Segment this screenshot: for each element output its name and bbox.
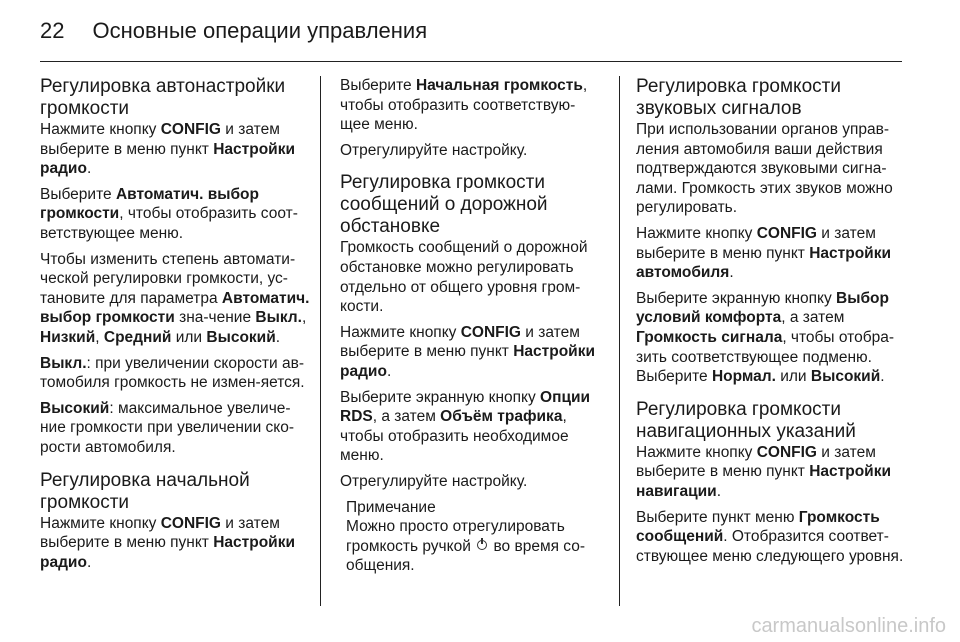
paragraph: Выберите Автоматич. выбор громкости, чтобы отобразить соот-ветствующее меню. [40,185,298,242]
paragraph: При использовании органов управ-ления автомобиля ваши действия подтверждаются звуковыми сигна-лами. Громкость этих звуков можно регулировать. [636,121,893,217]
paragraph: Выберите пункт меню Громкость сообщений. Отобразится соответ-ствующее меню следующего уровня. [636,508,904,565]
paragraph: Выберите экранную кнопку Выбор условий комфорта, а затем Громкость сигнала, чтобы отобра-зить соответствующее подменю. Выберите Нормал. или Высокий. [636,289,894,386]
section-navigation-volume [636,399,906,567]
paragraph: Нажмите кнопку CONFIG и затем выберите в меню пункт Настройки автомобиля. [636,224,891,282]
paragraph: Отрегулируйте настройку. [340,141,528,159]
volume-knob-icon [477,540,487,550]
note-title: Примечание [346,498,436,516]
paragraph: Чтобы изменить степень автомати-ческой регулировки громкости, ус-тановите для параметра Автоматич. выбор громкости зна-чение Выкл., Низкий, Средний или Высокий. [40,250,310,346]
paragraph: Нажмите кнопку CONFIG и затем выберите в меню пункт Настройки радио. [340,323,595,380]
column-divider-2 [619,76,620,606]
page-header [40,18,427,44]
section-title: Регулировка начальной громкости [40,469,250,513]
column-1 [40,76,310,584]
section-title: Регулировка автонастройки громкости [40,76,286,119]
paragraph: Выкл.: при увеличении скорости ав-томобиля громкость не измен-яется. [40,354,305,392]
header-rule [40,61,902,62]
paragraph: Нажмите кнопку CONFIG и затем выберите в меню пункт Настройки навигации. [636,443,891,500]
section-initial-volume [40,470,310,573]
column-2 [340,76,605,588]
section-title: Регулировка громкости навигационных указаний [636,398,856,442]
watermark: carmanualsonline.info [751,615,946,637]
section-title: Регулировка громкости сообщений о дорожной обстановке [340,172,548,238]
paragraph: Отрегулируйте настройку. [340,472,528,490]
page-number: 22 [40,18,65,43]
note: Примечание Можно просто отрегулировать громкость ручкой во время со-общения. [340,498,605,576]
section-traffic-volume [340,172,605,576]
paragraph: Высокий: максимальное увеличе-ние громкости при увеличении ско-рости автомобиля. [40,399,295,456]
paragraph: Нажмите кнопку CONFIG и затем выберите в меню пункт Настройки радио. [40,514,295,571]
section-title: Регулировка громкости звуковых сигналов [636,76,841,119]
section-auto-volume [40,76,310,458]
page-title: Основные операции управления [92,18,428,43]
paragraph: Громкость сообщений о дорожной обстановке можно регулировать отдельно от общего уровня гром-кости. [340,239,588,316]
paragraph: Выберите экранную кнопку Опции RDS, а затем Объём трафика, чтобы отобразить необходимое меню. [340,388,591,465]
paragraph: Нажмите кнопку CONFIG и затем выберите в меню пункт Настройки радио. [40,121,295,178]
paragraph: Выберите Начальная громкость, чтобы отобразить соответствую-щее меню. [340,77,588,134]
section-initial-volume-cont [340,76,605,160]
section-signal-volume [636,76,906,387]
column-divider-1 [320,76,321,606]
column-3 [636,76,906,578]
